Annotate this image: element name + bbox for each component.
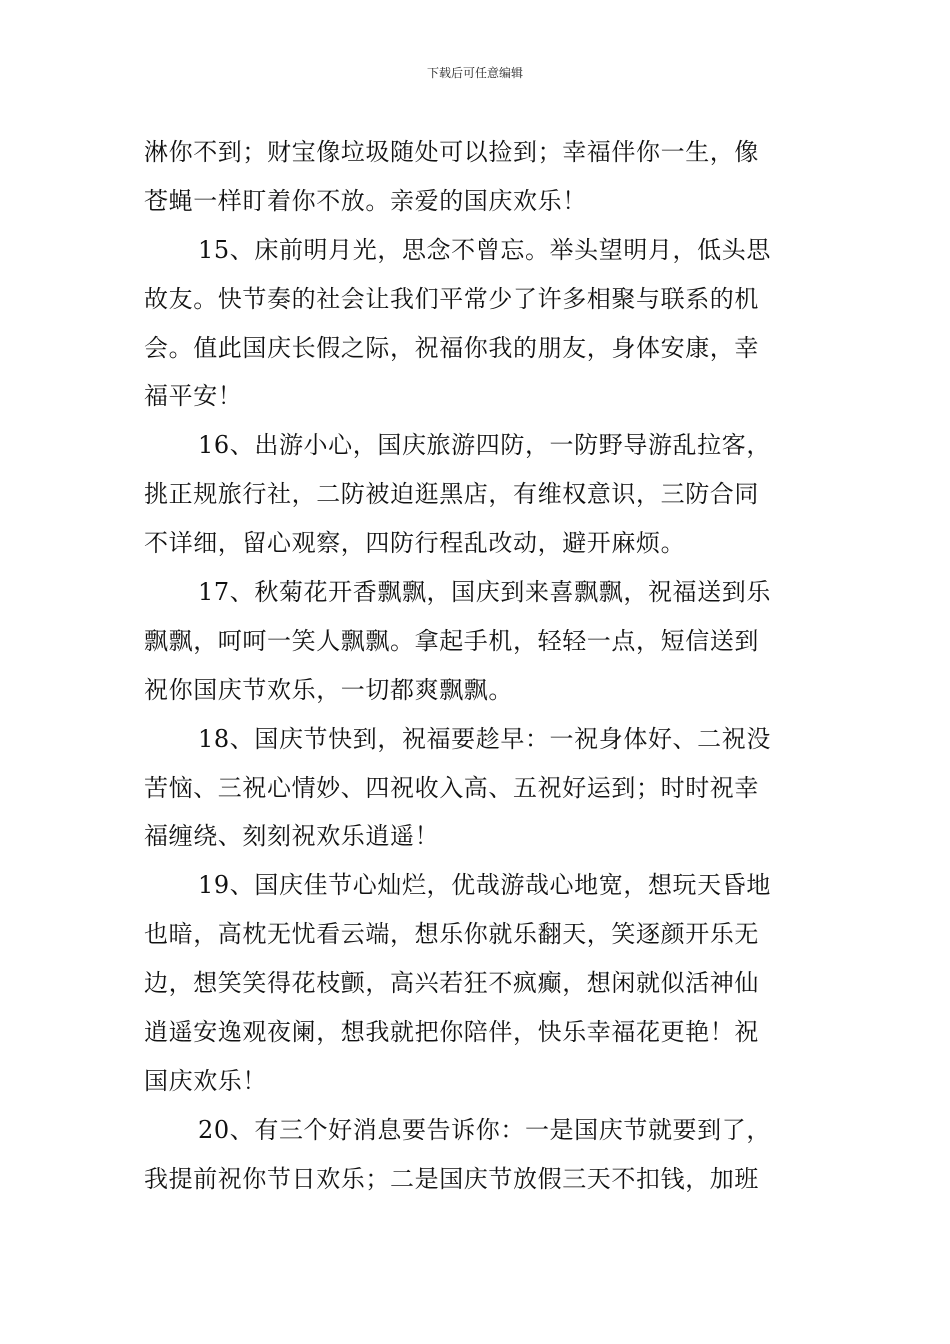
text-line: 15、床前明月光，思念不曾忘。举头望明月，低头思	[198, 235, 771, 264]
paragraph	[144, 861, 808, 1105]
paragraph	[144, 128, 808, 226]
text-line: 祝你国庆节欢乐，一切都爽飘飘。	[144, 675, 513, 704]
paragraph	[144, 715, 808, 862]
text-line: 边，想笑笑得花枝颤，高兴若狂不疯癫，想闲就似活神仙	[144, 969, 759, 998]
text-line: 国庆欢乐！	[144, 1066, 267, 1095]
paragraph	[144, 1106, 808, 1204]
text-line: 16、出游小心，国庆旅游四防，一防野导游乱拉客，	[198, 431, 771, 460]
text-line: 不详细，留心观察，四防行程乱改动，避开麻烦。	[144, 529, 686, 558]
text-line: 也暗，高枕无忧看云端，想乐你就乐翻天，笑逐颜开乐无	[144, 920, 759, 949]
paragraph	[144, 421, 808, 568]
text-line: 会。值此国庆长假之际，祝福你我的朋友，身体安康，幸	[144, 333, 759, 362]
text-line: 19、国庆佳节心灿烂，优哉游哉心地宽，想玩天昏地	[198, 871, 771, 900]
paragraph	[144, 568, 808, 715]
text-line: 故友。快节奏的社会让我们平常少了许多相聚与联系的机	[144, 284, 759, 313]
text-line: 苦恼、三祝心情妙、四祝收入高、五祝好运到；时时祝幸	[144, 773, 759, 802]
text-line: 飘飘，呵呵一笑人飘飘。拿起手机，轻轻一点，短信送到	[144, 626, 759, 655]
text-line: 苍蝇一样盯着你不放。亲爱的国庆欢乐！	[144, 186, 587, 215]
text-line: 我提前祝你节日欢乐；二是国庆节放假三天不扣钱，加班	[144, 1164, 759, 1193]
paragraph	[144, 226, 808, 422]
text-line: 福缠绕、刻刻祝欢乐逍遥！	[144, 822, 440, 851]
text-line: 20、有三个好消息要告诉你：一是国庆节就要到了，	[198, 1115, 771, 1144]
text-line: 淋你不到；财宝像垃圾随处可以捡到；幸福伴你一生，像	[144, 138, 759, 166]
text-line: 17、秋菊花开香飘飘，国庆到来喜飘飘，祝福送到乐	[198, 578, 771, 607]
text-line: 逍遥安逸观夜阑，想我就把你陪伴，快乐幸福花更艳！祝	[144, 1018, 759, 1047]
text-line: 福平安！	[144, 382, 243, 411]
page-header: 下载后可任意编辑	[426, 66, 523, 80]
text-line: 挑正规旅行社，二防被迫逛黑店，有维权意识，三防合同	[144, 480, 759, 509]
text-line: 18、国庆节快到，祝福要趁早：一祝身体好、二祝没	[198, 724, 771, 753]
document-body	[144, 128, 808, 1204]
